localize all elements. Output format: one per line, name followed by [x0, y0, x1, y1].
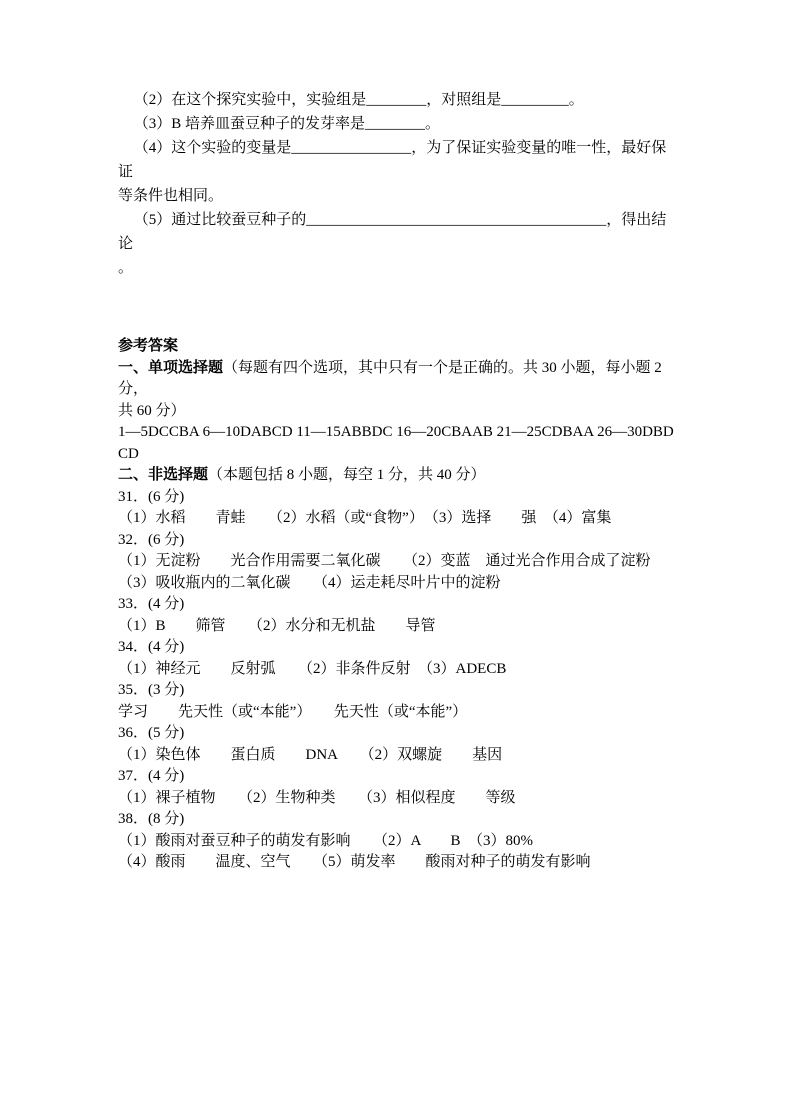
text-segment: 34．(4 分)	[118, 639, 185, 655]
text-line	[118, 422, 680, 465]
text-segment: 35．(3 分)	[118, 682, 185, 698]
text-segment: 31．(6 分)	[118, 488, 185, 505]
text-segment: 。	[118, 260, 134, 276]
text-segment: 1—5DCCBA 6—10DABCD 11—15ABBDC 16—20CBAAB 21—25CDBAA 26—30DBDCD	[118, 424, 674, 462]
text-segment: （1）水稻 青蛙 （2）水稻（或“食物”） （3）选择 强 （4）富集	[118, 510, 612, 526]
text-line	[118, 465, 680, 487]
text-line	[118, 358, 680, 401]
text-line	[118, 788, 680, 810]
text-line	[118, 766, 680, 788]
bold-text-segment: 一、单项选择题	[118, 359, 224, 376]
text-segment: （1）神经元 反射弧 （2）非条件反射 （3）ADECB	[118, 660, 507, 677]
bold-text-segment: 参考答案	[118, 338, 179, 354]
text-segment: 33．(4 分)	[118, 596, 185, 612]
text-segment: （2）在这个探究实验中，实验组是________，对照组是_________。	[133, 92, 584, 108]
text-segment: 共 60 分）	[118, 402, 186, 419]
text-segment: （4）酸雨 温度、空气 （5）萌发率 酸雨对种子的萌发有影响	[118, 854, 591, 870]
text-line	[118, 745, 680, 767]
text-segment: （4）这个实验的变量是________________，为了保证实验变量的唯一性，最好保证	[118, 140, 667, 180]
text-segment: 37．(4 分)	[118, 768, 185, 784]
text-segment: （1）裸子植物 （2）生物种类 （3）相似程度 等级	[118, 789, 516, 806]
text-line	[118, 401, 680, 423]
text-line	[118, 112, 680, 136]
text-segment: 等条件也相同。	[118, 188, 224, 204]
text-line	[118, 723, 680, 745]
answer-block	[118, 336, 680, 874]
text-line	[118, 208, 680, 256]
text-segment: （1）B 筛管 （2）水分和无机盐 导管	[118, 617, 436, 634]
text-segment: 学习 先天性（或“本能”） 先天性（或“本能”）	[118, 703, 468, 720]
text-segment: （1）无淀粉 光合作用需要二氧化碳 （2）变蓝 通过光合作用合成了淀粉	[118, 553, 651, 569]
text-line	[118, 831, 680, 853]
text-segment: 38．(8 分)	[118, 811, 185, 827]
text-line	[118, 594, 680, 616]
text-line	[118, 637, 680, 659]
text-line	[118, 702, 680, 724]
text-line	[118, 659, 680, 681]
text-segment: （本题包括 8 小题，每空 1 分，共 40 分）	[208, 467, 486, 483]
text-line	[118, 809, 680, 831]
text-line	[118, 336, 680, 358]
text-line	[118, 136, 680, 184]
text-line	[118, 680, 680, 702]
text-segment: （3）吸收瓶内的二氧化碳 （4）运走耗尽叶片中的淀粉	[118, 574, 501, 591]
text-segment: （1）酸雨对蚕豆种子的萌发有影响 （2）A B （3）80%	[118, 832, 534, 849]
bold-text-segment: 二、非选择题	[118, 467, 209, 483]
text-line	[118, 508, 680, 530]
text-line	[118, 184, 680, 208]
text-line	[118, 530, 680, 552]
text-line	[118, 88, 680, 112]
text-segment: （1）染色体 蛋白质 DNA （2）双螺旋 基因	[118, 746, 503, 763]
text-segment: 36．(5 分)	[118, 725, 185, 741]
text-line	[118, 256, 680, 280]
text-line	[118, 573, 680, 595]
text-segment: （每题有四个选项，其中只有一个是正确的。共 30 小题，每小题 2 分，	[118, 359, 666, 397]
text-line	[118, 487, 680, 509]
text-line	[118, 852, 680, 874]
text-line	[118, 551, 680, 573]
text-segment: （3）B 培养皿蚕豆种子的发芽率是________。	[133, 116, 441, 132]
text-segment: 32．(6 分)	[118, 531, 185, 548]
question-block	[118, 88, 680, 280]
text-segment: （5）通过比较蚕豆种子的________________________________________，得出结论	[118, 212, 667, 252]
text-line	[118, 616, 680, 638]
